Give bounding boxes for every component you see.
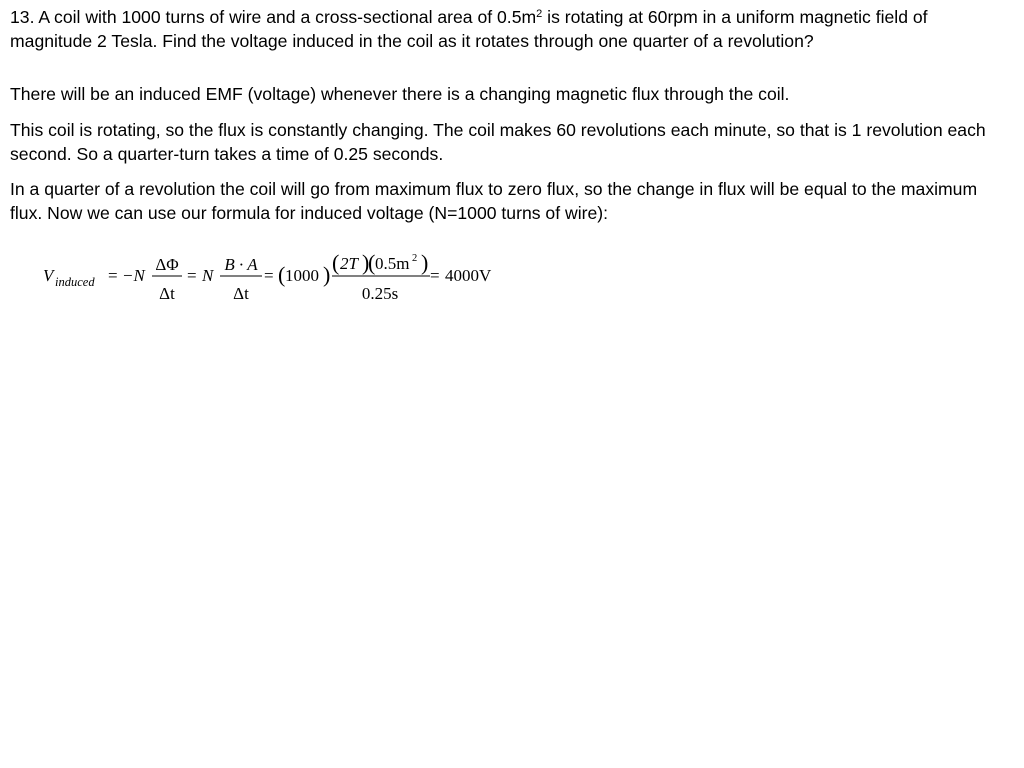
question-text-part2: is rotating at 60rpm in a uniform magnetic field of magnitude 2 Tesla. Find the voltage induced in the coil as it rotates through one quarter of a revolution? <box>10 7 928 51</box>
rotation-paragraph: This coil is rotating, so the flux is constantly changing. The coil makes 60 revolutions each minute, so that is 1 revolution each second. So a quarter-turn takes a time of 0.25 seconds. <box>10 120 986 164</box>
eq-frac2-numerator: B · A <box>224 255 258 274</box>
eq-paren-close-area: ) <box>421 250 429 275</box>
eq-frac1-numerator: ΔΦ <box>155 255 179 274</box>
eq-equals-4: = <box>430 266 440 285</box>
eq-area-exponent: 2 <box>412 253 418 264</box>
quarter-turn-paragraph: In a quarter of a revolution the coil will go from maximum flux to zero flux, so the change in flux will be equal to the maximum flux. Now we can use our formula for induced voltage (N=1000 turns of wire): <box>10 179 978 223</box>
eq-equals-1: = <box>108 266 118 285</box>
question-text <box>10 6 1014 53</box>
area-exponent: 2 <box>536 8 543 20</box>
eq-turns-value: 1000 <box>285 266 319 285</box>
question-text-part1: 13. A coil with 1000 turns of wire and a cross-sectional area of 0.5m <box>10 7 537 27</box>
eq-paren-open-field: ( <box>332 250 340 275</box>
eq-paren-open-area: ( <box>368 250 376 275</box>
eq-lhs-symbol: V <box>43 266 54 285</box>
eq-field-value: 2T <box>340 254 358 273</box>
induced-voltage-equation <box>0 240 560 310</box>
eq-time-value: 0.25s <box>361 284 399 303</box>
equation-graphic <box>0 240 560 310</box>
eq-lhs-subscript: induced <box>55 275 95 289</box>
eq-paren-close-field: ) <box>362 250 370 275</box>
eq-frac2-denominator: Δt <box>233 284 249 303</box>
intro-paragraph: There will be an induced EMF (voltage) whenever there is a changing magnetic flux through the coil. <box>10 84 790 104</box>
eq-minus-n: −N <box>122 266 145 285</box>
eq-area-value: 0.5m <box>375 254 410 273</box>
eq-paren-close-turns: ) <box>323 262 331 287</box>
eq-paren-open-turns: ( <box>278 262 286 287</box>
eq-result: 4000V <box>445 266 492 285</box>
eq-frac1-denominator: Δt <box>159 284 175 303</box>
eq-equals-3: = <box>264 266 274 285</box>
eq-n: N <box>202 266 214 285</box>
eq-equals-2: = <box>187 266 197 285</box>
